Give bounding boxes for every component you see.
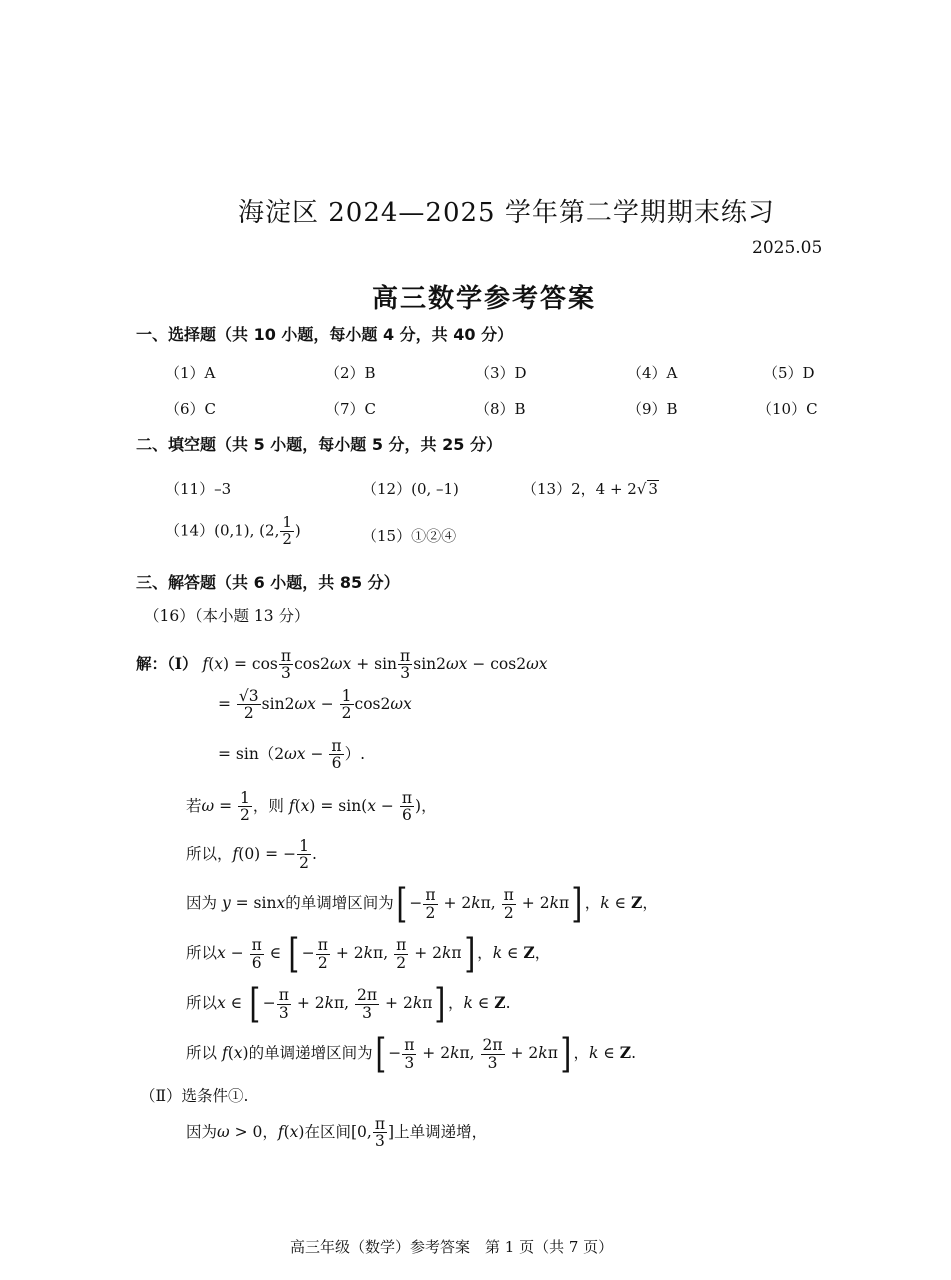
solution-line-9: 所以 f(x)的单调递增区间为[ − $\frac{\pi}{3}$ + 2kπ, $\frac{2\pi}{3}$ + 2kπ] ，k ∈ Z.: [186, 1031, 637, 1077]
solution-line-1: 解：（Ⅰ） f(x) = cos $\frac{\pi}{3}$ cos2ωx + sin $\frac{\pi}{3}$ sin2ωx − cos2ωx: [136, 647, 548, 683]
section-3-heading: 三、解答题（共 6 小题，共 85 分）: [136, 573, 400, 592]
answer-key-title: 高三数学参考答案: [372, 284, 597, 314]
answer-2: （2）B: [325, 364, 376, 382]
answer-12: （12）(0, –1): [362, 480, 459, 498]
answer-15: （15）①②④: [362, 527, 457, 545]
answer-1: （1）A: [165, 364, 216, 382]
answer-5: （5）D: [763, 364, 815, 382]
solution-line-4: 若ω = $\frac{1}{2}$ ，则 f(x) = sin(x − $\frac{\pi}{6}$ )，: [186, 789, 437, 825]
solution-line-7: 所以x − $\frac{\pi}{6}$ ∈ [ − $\frac{\pi}{2}$ + 2kπ, $\frac{\pi}{2}$ + 2kπ] ，k ∈ Z，: [186, 931, 551, 977]
page-footer: 高三年级（数学）参考答案 第 1 页（共 7 页）: [290, 1238, 614, 1256]
answer-8: （8）B: [475, 400, 526, 418]
solution-line-5: 所以，f(0) = − $\frac{1}{2}$ .: [186, 837, 317, 873]
solution-line-6: 因为 y = sinx的单调增区间为[ − $\frac{\pi}{2}$ + 2kπ, $\frac{\pi}{2}$ + 2kπ] ，k ∈ Z，: [186, 881, 658, 927]
solution-line-8: 所以x ∈ [ − $\frac{\pi}{3}$ + 2kπ, $\frac{2\pi}{3}$ + 2kπ] ，k ∈ Z.: [186, 981, 511, 1027]
answer-7: （7）C: [325, 400, 377, 418]
page-title: 海淀区 2024—2025 学年第二学期期末练习: [238, 198, 775, 228]
solution-line-10: 因为ω > 0，f(x)在区间[0, $\frac{\pi}{3}$ ]上单调递增，: [186, 1115, 488, 1151]
solution-line-3: = sin（2ωx − $\frac{\pi}{6}$ ）.: [218, 737, 366, 773]
part-2-heading: （Ⅱ）选条件①.: [140, 1087, 249, 1105]
answer-9: （9）B: [627, 400, 678, 418]
answer-4: （4）A: [627, 364, 678, 382]
answer-3: （3）D: [475, 364, 527, 382]
answer-11: （11）–3: [165, 480, 232, 498]
exam-date: 2025.05: [752, 238, 823, 258]
answer-10: （10）C: [757, 400, 818, 418]
answer-6: （6）C: [165, 400, 217, 418]
answer-14: （14）(0,1), (2, $\frac{1}{2}$ ): [165, 513, 301, 548]
question-16-heading: （16）（本小题 13 分）: [144, 607, 310, 625]
solution-line-2: = $\frac{√3}{2}$ sin2ωx − $\frac{1}{2}$ cos2ωx: [218, 687, 412, 723]
section-2-heading: 二、填空题（共 5 小题，每小题 5 分，共 25 分）: [136, 435, 502, 454]
section-1-heading: 一、选择题（共 10 小题，每小题 4 分，共 40 分）: [136, 325, 514, 344]
answer-13: （13）2，4 + 2√ 3: [522, 480, 658, 498]
